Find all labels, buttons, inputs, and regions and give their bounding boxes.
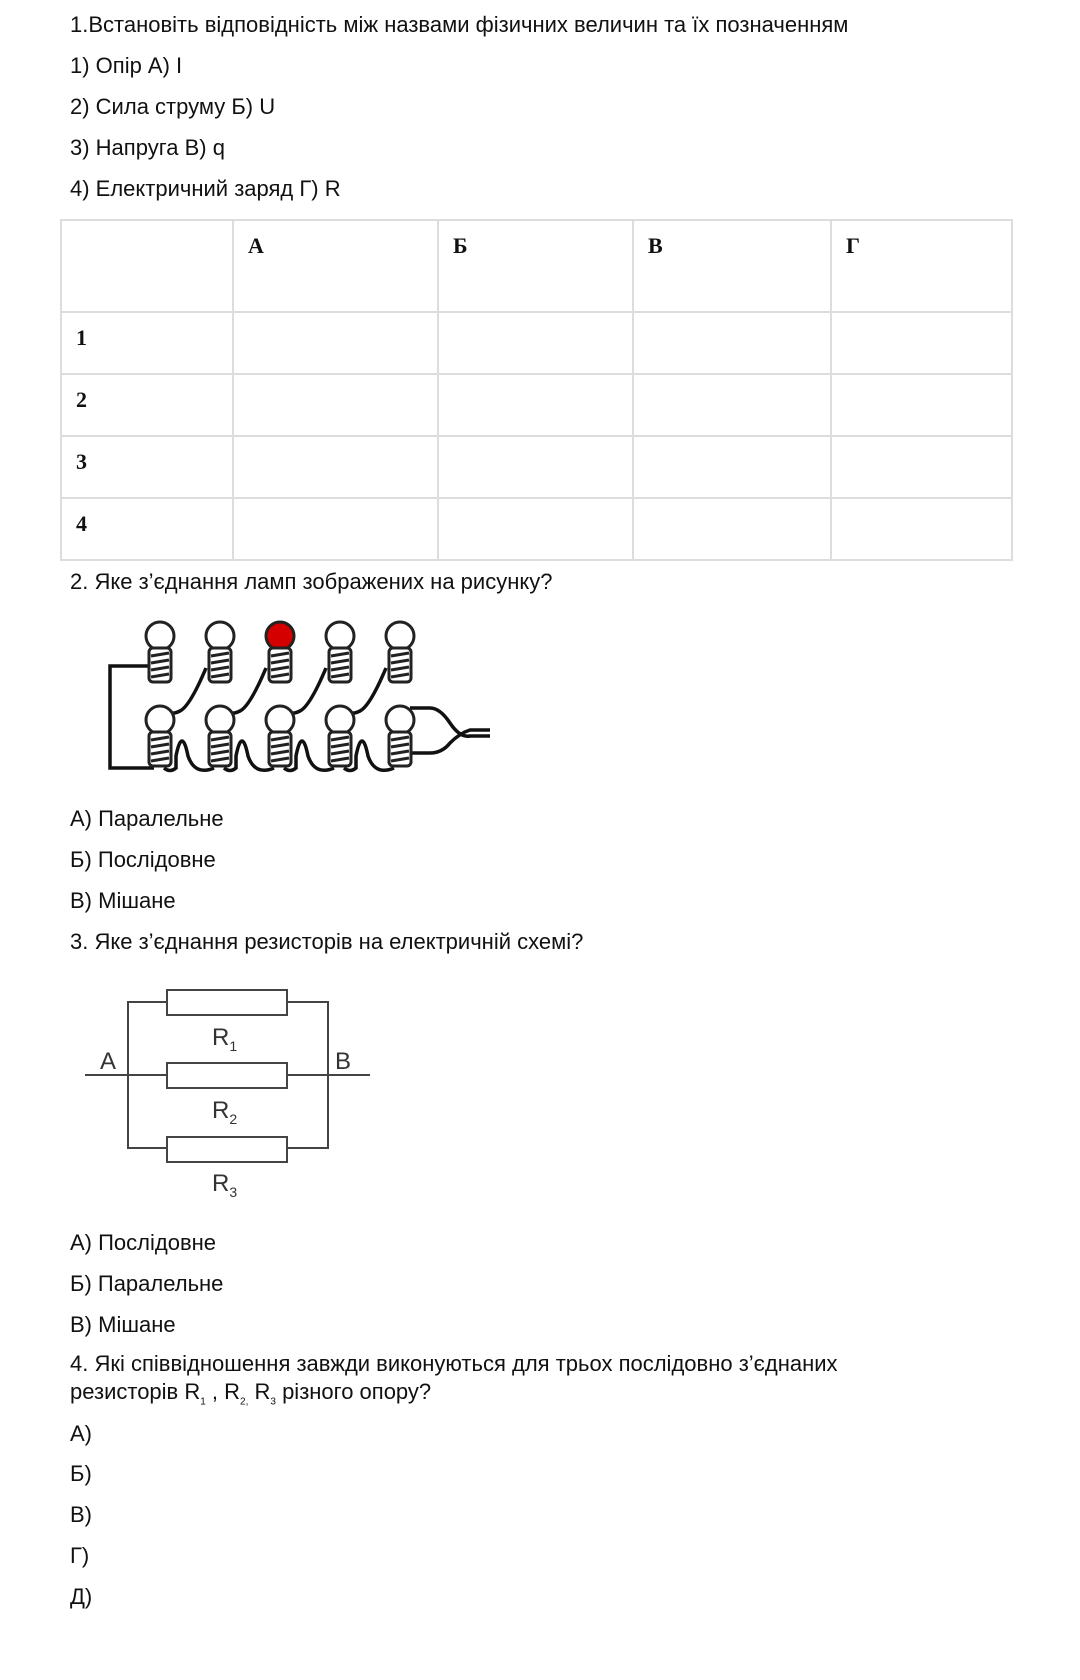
lamp-icon — [146, 622, 174, 682]
q4-title-line1: 4. Які співвідношення завжди виконуються для трьох послідовно з’єднаних — [70, 1351, 838, 1376]
answer-cell[interactable] — [831, 436, 1012, 498]
q1-title: 1.Встановіть відповідність між назвами фізичних величин та їх позначенням — [70, 12, 849, 37]
row-label: 2 — [61, 374, 233, 436]
answer-cell[interactable] — [633, 436, 831, 498]
answer-cell[interactable] — [233, 312, 438, 374]
lamp-icon — [206, 706, 234, 766]
header-cell — [61, 220, 233, 312]
answer-cell[interactable] — [438, 374, 633, 436]
svg-text:R3 — [212, 1170, 237, 1200]
q4-text: резисторів R — [70, 1379, 201, 1404]
q2-option[interactable]: В) Мішане — [70, 888, 176, 913]
q1-item: 1) Опір А) I — [70, 53, 183, 78]
header-cell: В — [633, 220, 831, 312]
q4-option[interactable]: В) — [70, 1502, 92, 1527]
q1-item: 4) Електричний заряд Г) R — [70, 176, 341, 201]
answer-cell[interactable] — [438, 498, 633, 560]
q4-option[interactable]: А) — [70, 1421, 92, 1446]
answer-cell[interactable] — [831, 312, 1012, 374]
q4-text: різного опору? — [275, 1379, 432, 1404]
q3-option[interactable]: А) Послідовне — [70, 1230, 217, 1255]
r2-label: R — [212, 1097, 230, 1124]
q1-item: 2) Сила струму Б) U — [70, 94, 276, 119]
q2-title: 2. Яке з’єднання ламп зображених на рисунку? — [70, 569, 553, 594]
answer-cell[interactable] — [438, 312, 633, 374]
header-cell: А — [233, 220, 438, 312]
answer-cell[interactable] — [831, 374, 1012, 436]
q4-option[interactable]: Г) — [70, 1543, 90, 1568]
r3-subscript: 3 — [229, 1184, 238, 1200]
q4-text: , R — [205, 1379, 241, 1404]
answer-cell[interactable] — [233, 436, 438, 498]
row-label: 1 — [61, 312, 233, 374]
answer-table — [60, 219, 1013, 561]
q1-item: 3) Напруга В) q — [70, 135, 225, 160]
lamp-icon — [386, 706, 414, 766]
q2-option[interactable]: Б) Послідовне — [70, 847, 216, 872]
subscript: 3 — [270, 1396, 276, 1408]
q3-option[interactable]: В) Мішане — [70, 1312, 176, 1337]
lamp-icon — [266, 706, 294, 766]
row-label: 4 — [61, 498, 233, 560]
q4-text: R — [248, 1379, 271, 1404]
answer-cell[interactable] — [633, 374, 831, 436]
answer-cell[interactable] — [233, 374, 438, 436]
q3-option[interactable]: Б) Паралельне — [70, 1271, 224, 1296]
subscript: 2, — [240, 1396, 249, 1408]
lamp-icon — [206, 622, 234, 682]
svg-text:R2 — [212, 1097, 237, 1127]
lamp-icon — [386, 622, 414, 682]
header-cell: Б — [438, 220, 633, 312]
answer-cell[interactable] — [633, 312, 831, 374]
r2-subscript: 2 — [229, 1111, 238, 1127]
svg-text:R1 — [212, 1024, 237, 1054]
r3-label: R — [212, 1170, 230, 1197]
lamp-circuit-figure — [70, 608, 580, 792]
r1-subscript: 1 — [229, 1038, 238, 1054]
q4-option[interactable]: Б) — [70, 1461, 92, 1486]
answer-cell[interactable] — [438, 436, 633, 498]
answer-cell[interactable] — [633, 498, 831, 560]
node-b-label: B — [335, 1048, 352, 1075]
row-label: 3 — [61, 436, 233, 498]
q3-title: 3. Яке з’єднання резисторів на електричній схемі? — [70, 929, 584, 954]
header-cell: Г — [831, 220, 1012, 312]
resistor-circuit-figure — [70, 967, 390, 1217]
q4-title-line2 — [70, 1379, 431, 1407]
answer-cell[interactable] — [831, 498, 1012, 560]
r1-label: R — [212, 1024, 230, 1051]
lamp-icon — [266, 622, 294, 682]
node-a-label: A — [100, 1048, 117, 1075]
lamp-icon — [326, 706, 354, 766]
q4-option[interactable]: Д) — [70, 1584, 93, 1609]
lamp-icon — [146, 706, 174, 766]
lamp-icon — [326, 622, 354, 682]
answer-cell[interactable] — [233, 498, 438, 560]
q2-option[interactable]: А) Паралельне — [70, 806, 224, 831]
subscript: 1 — [200, 1396, 206, 1408]
